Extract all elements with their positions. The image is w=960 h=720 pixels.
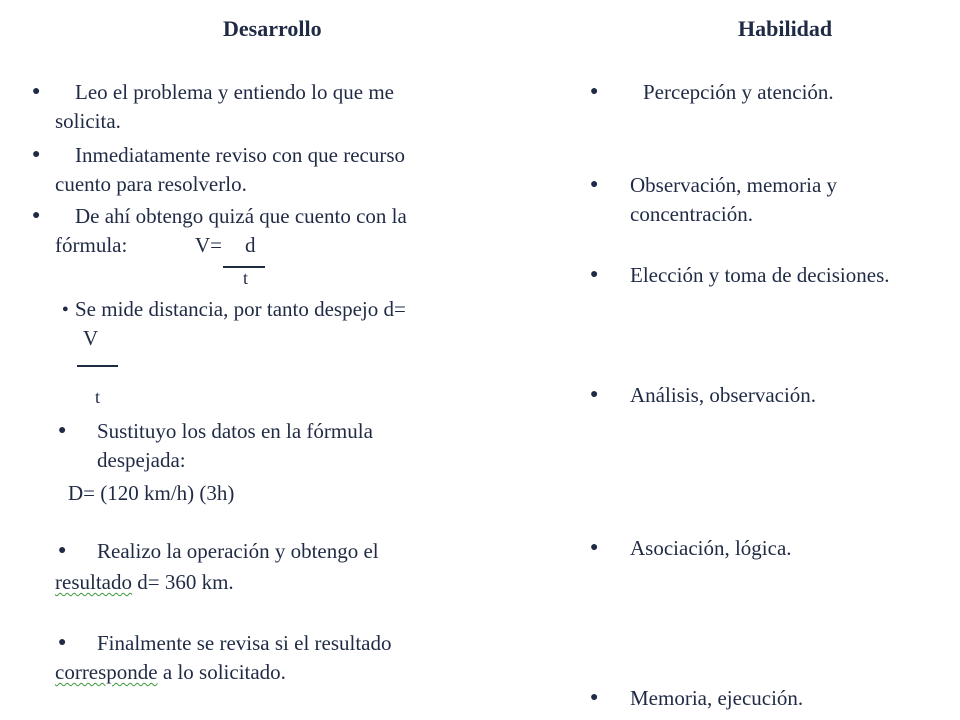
habilidad-item-2 bbox=[585, 171, 955, 231]
bullet-icon: ● bbox=[32, 147, 41, 162]
habilidad-item-1 bbox=[585, 78, 955, 110]
desarrollo-item-4-line-1: Se mide distancia, por tanto despejo d= bbox=[75, 297, 406, 321]
habilidad-item-3 bbox=[585, 261, 955, 293]
habilidad-item-4 bbox=[585, 381, 955, 413]
desarrollo-item-7-line-2 bbox=[55, 658, 286, 687]
fraction-bar bbox=[77, 365, 118, 367]
spellcheck-word: corresponde bbox=[55, 660, 158, 684]
desarrollo-item-3 bbox=[0, 202, 500, 292]
header-habilidad: Habilidad bbox=[738, 16, 833, 41]
desarrollo-item-5-line-1: Sustituyo los datos en la fórmula bbox=[97, 419, 373, 443]
desarrollo-item-2-line-1: Inmediatamente reviso con que recurso bbox=[75, 143, 406, 167]
desarrollo-item-1-line-1: Leo el problema y entiendo lo que me bbox=[75, 80, 394, 104]
formula-substituted: D= (120 km/h) (3h) bbox=[68, 481, 235, 505]
desarrollo-item-6-line-1: Realizo la operación y obtengo el bbox=[97, 539, 379, 563]
bullet-icon: ● bbox=[62, 303, 69, 315]
bullet-icon: ● bbox=[58, 635, 67, 650]
habilidad-item-6-text: Memoria, ejecución. bbox=[630, 686, 804, 710]
habilidad-item-5-text: Asociación, lógica. bbox=[630, 536, 792, 560]
formula-denominator: t bbox=[243, 268, 249, 288]
bullet-icon: ● bbox=[590, 690, 599, 705]
habilidad-item-5 bbox=[585, 534, 955, 566]
result-text: a lo solicitado. bbox=[157, 660, 286, 684]
desarrollo-item-5 bbox=[0, 417, 500, 512]
habilidad-item-4-text: Análisis, observación. bbox=[630, 383, 817, 407]
bullet-icon: ● bbox=[32, 84, 41, 99]
formula-numerator: V bbox=[83, 326, 99, 350]
formula-denominator: t bbox=[95, 387, 101, 407]
bullet-icon: ● bbox=[590, 387, 599, 402]
bullet-icon: ● bbox=[590, 84, 599, 99]
habilidad-item-3-text: Elección y toma de decisiones. bbox=[630, 263, 890, 287]
bullet-icon: ● bbox=[590, 267, 599, 282]
result-text: d= 360 km. bbox=[131, 570, 234, 594]
desarrollo-item-3-line-2: fórmula: bbox=[55, 233, 128, 257]
desarrollo-item-2-line-2: cuento para resolverlo. bbox=[55, 172, 247, 196]
desarrollo-item-7-line-1: Finalmente se revisa si el resultado bbox=[97, 631, 392, 655]
formula-numerator: d bbox=[245, 233, 256, 257]
desarrollo-item-3-line-1: De ahí obtengo quizá que cuento con la bbox=[75, 204, 407, 228]
formula-lhs: V= bbox=[195, 233, 223, 257]
desarrollo-item-7 bbox=[0, 629, 500, 691]
habilidad-item-6 bbox=[585, 684, 955, 716]
desarrollo-item-6 bbox=[0, 537, 500, 599]
desarrollo-item-2 bbox=[0, 141, 500, 201]
habilidad-item-1-text: Percepción y atención. bbox=[643, 80, 834, 104]
desarrollo-item-5-line-2: despejada: bbox=[97, 448, 186, 472]
desarrollo-item-1-line-2: solicita. bbox=[55, 109, 121, 133]
bullet-icon: ● bbox=[58, 423, 67, 438]
bullet-icon: ● bbox=[590, 540, 599, 555]
habilidad-item-2-line-2: concentración. bbox=[630, 202, 754, 226]
bullet-icon: ● bbox=[58, 543, 67, 558]
bullet-icon: ● bbox=[590, 177, 599, 192]
habilidad-item-2-line-1: Observación, memoria y bbox=[630, 173, 838, 197]
desarrollo-item-1 bbox=[0, 78, 500, 138]
desarrollo-item-6-line-2 bbox=[55, 568, 234, 597]
desarrollo-item-4 bbox=[0, 295, 500, 415]
header-desarrollo: Desarrollo bbox=[223, 16, 322, 41]
spellcheck-word: resultado bbox=[55, 570, 132, 594]
bullet-icon: ● bbox=[32, 208, 41, 223]
